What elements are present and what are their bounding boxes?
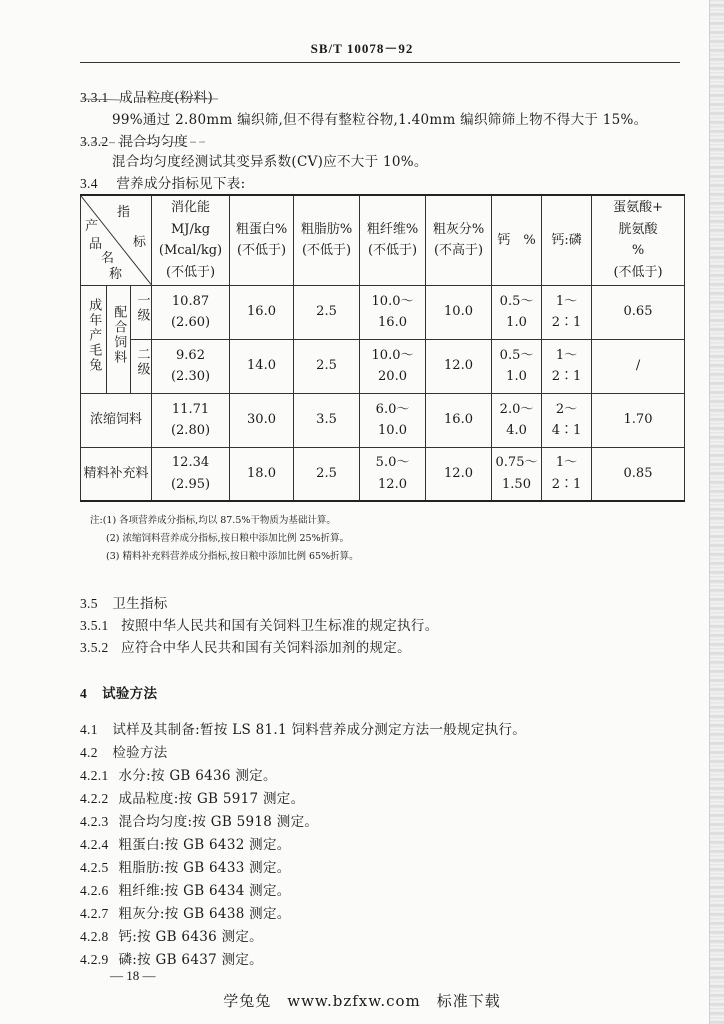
group-inner-label: 配合饲料 bbox=[107, 285, 131, 393]
header-amino: 蛋氨酸+ 胱氨酸 % (不低于) bbox=[592, 195, 685, 285]
fiber-cell: 10.0～ 20.0 bbox=[360, 339, 426, 393]
amino-cell: 0.65 bbox=[592, 285, 685, 339]
ash-cell: 12.0 bbox=[426, 339, 492, 393]
table-row bbox=[81, 393, 685, 447]
ratio-cell: 2～4∶1 bbox=[542, 393, 592, 447]
product-name-cell: 精料补充料 bbox=[81, 447, 152, 501]
corner-label: 品 bbox=[89, 237, 103, 252]
method-item: 4.2.3 混合均匀度:按 GB 5918 测定。 bbox=[80, 814, 319, 830]
ratio-cell: 1～2∶1 bbox=[542, 339, 592, 393]
table-row bbox=[81, 339, 685, 393]
header-protein: 粗蛋白% (不低于) bbox=[230, 195, 294, 285]
section-3-3-2-text: 混合均匀度经测试其变异系数(CV)应不大于 10%。 bbox=[112, 154, 428, 170]
protein-cell: 16.0 bbox=[230, 285, 294, 339]
note-line: (3) 精料补充料营养成分指标,按日粮中添加比例 65%折算。 bbox=[106, 551, 359, 562]
energy-cell: 9.62 (2.30) bbox=[152, 339, 230, 393]
section-title: 检验方法 bbox=[112, 745, 168, 761]
energy-cell: 11.71 (2.80) bbox=[152, 393, 230, 447]
note-line: 注:(1) 各项营养成分指标,均以 87.5%干物质为基础计算。 bbox=[90, 515, 336, 526]
scan-edge bbox=[709, 0, 724, 1024]
section-number: 3.5.1 bbox=[80, 618, 109, 633]
amino-cell: 1.70 bbox=[592, 393, 685, 447]
section-number: 4 bbox=[80, 686, 88, 701]
header-rule bbox=[80, 62, 680, 63]
ash-cell: 10.0 bbox=[426, 285, 492, 339]
section-number: 3.5.2 bbox=[80, 640, 109, 655]
method-item: 4.2.2 成品粒度:按 GB 5917 测定。 bbox=[80, 791, 305, 807]
ratio-cell: 1～2∶1 bbox=[542, 447, 592, 501]
section-number: 4.2 bbox=[80, 745, 98, 760]
fat-cell: 2.5 bbox=[294, 285, 360, 339]
calcium-cell: 2.0～ 4.0 bbox=[492, 393, 542, 447]
grade-cell: 二级 bbox=[131, 339, 152, 393]
section-text: 应符合中华人民共和国有关饲料添加剂的规定。 bbox=[121, 640, 411, 656]
section-3-3-1-text: 99%通过 2.80mm 编织筛,但不得有整粒谷物,1.40mm 编织筛筛上物不得大于 15%。 bbox=[112, 112, 648, 128]
section-4-2-heading bbox=[80, 741, 168, 761]
method-item: 4.2.9 磷:按 GB 6437 测定。 bbox=[80, 952, 263, 968]
fat-cell: 2.5 bbox=[294, 339, 360, 393]
amino-cell: / bbox=[592, 339, 685, 393]
section-title: 成品粒度(粉料) bbox=[119, 90, 214, 106]
footer-watermark: 学兔兔 www.bzfxw.com 标准下载 bbox=[223, 992, 501, 1010]
calcium-cell: 0.75～ 1.50 bbox=[492, 447, 542, 501]
section-number: 3.5 bbox=[80, 596, 98, 611]
document-header: SB/T 10078－92 bbox=[310, 41, 414, 56]
group-outer-label: 成年产毛兔 bbox=[81, 285, 107, 393]
protein-cell: 18.0 bbox=[230, 447, 294, 501]
method-item: 4.2.7 粗灰分:按 GB 6438 测定。 bbox=[80, 906, 291, 922]
protein-cell: 30.0 bbox=[230, 393, 294, 447]
fiber-cell: 6.0～ 10.0 bbox=[360, 393, 426, 447]
calcium-cell: 0.5～ 1.0 bbox=[492, 285, 542, 339]
section-3-4-heading bbox=[80, 172, 245, 192]
table-row bbox=[81, 285, 685, 339]
corner-label: 标 bbox=[133, 235, 147, 250]
corner-label: 称 bbox=[109, 267, 123, 282]
pencil-strike bbox=[80, 94, 220, 104]
header-calcium: 钙 % bbox=[492, 195, 542, 285]
note-line: (2) 浓缩饲料营养成分指标,按日粮中添加比例 25%折算。 bbox=[106, 533, 350, 544]
header-fat: 粗脂肪% (不低于) bbox=[294, 195, 360, 285]
section-3-5-1 bbox=[80, 614, 439, 634]
section-title: 营养成分指标见下表: bbox=[116, 176, 246, 192]
protein-cell: 14.0 bbox=[230, 339, 294, 393]
section-3-5-2 bbox=[80, 636, 411, 656]
section-title: 试验方法 bbox=[102, 686, 158, 702]
product-name-cell: 浓缩饲料 bbox=[81, 393, 152, 447]
calcium-cell: 0.5～ 1.0 bbox=[492, 339, 542, 393]
energy-cell: 12.34 (2.95) bbox=[152, 447, 230, 501]
amino-cell: 0.85 bbox=[592, 447, 685, 501]
method-item: 4.2.6 粗纤维:按 GB 6434 测定。 bbox=[80, 883, 291, 899]
corner-label: 名 bbox=[101, 251, 115, 266]
section-number: 3.3.2 bbox=[80, 134, 109, 149]
header-ash: 粗灰分% (不高于) bbox=[426, 195, 492, 285]
header-ca-p-ratio: 钙:磷 bbox=[542, 195, 592, 285]
section-number: 3.4 bbox=[80, 176, 98, 191]
method-item: 4.2.4 粗蛋白:按 GB 6432 测定。 bbox=[80, 837, 291, 853]
section-title: 卫生指标 bbox=[112, 596, 168, 612]
section-3-5-heading bbox=[80, 592, 168, 612]
table-row bbox=[81, 447, 685, 501]
section-title: 混合均匀度 bbox=[119, 134, 189, 150]
header-energy: 消化能 MJ/kg (Mcal/kg) (不低于) bbox=[152, 195, 230, 285]
section-4-heading bbox=[80, 682, 157, 702]
section-number: 4.1 bbox=[80, 722, 98, 737]
energy-cell: 10.87 (2.60) bbox=[152, 285, 230, 339]
table-notes bbox=[90, 512, 359, 566]
method-item: 4.2.8 钙:按 GB 6436 测定。 bbox=[80, 929, 263, 945]
ash-cell: 12.0 bbox=[426, 447, 492, 501]
table-header-row bbox=[81, 195, 685, 285]
ash-cell: 16.0 bbox=[426, 393, 492, 447]
corner-header-cell bbox=[81, 195, 152, 285]
pencil-strike bbox=[80, 138, 210, 148]
grade-cell: 一级 bbox=[131, 285, 152, 339]
section-4-1 bbox=[80, 718, 526, 738]
fiber-cell: 10.0～ 16.0 bbox=[360, 285, 426, 339]
page-number: — 18 — bbox=[110, 968, 156, 983]
corner-label: 产 bbox=[85, 219, 99, 234]
method-item: 4.2.5 粗脂肪:按 GB 6433 测定。 bbox=[80, 860, 291, 876]
nutrition-table bbox=[80, 194, 685, 502]
corner-label: 指 bbox=[117, 205, 131, 220]
fat-cell: 2.5 bbox=[294, 447, 360, 501]
fiber-cell: 5.0～ 12.0 bbox=[360, 447, 426, 501]
section-number: 3.3.1 bbox=[80, 90, 109, 105]
method-item: 4.2.1 水分:按 GB 6436 测定。 bbox=[80, 768, 277, 784]
section-text: 按照中华人民共和国有关饲料卫生标准的规定执行。 bbox=[121, 618, 439, 634]
section-text: 试样及其制备:暂按 LS 81.1 饲料营养成分测定方法一般规定执行。 bbox=[112, 722, 527, 738]
header-fiber: 粗纤维% (不低于) bbox=[360, 195, 426, 285]
ratio-cell: 1～2∶1 bbox=[542, 285, 592, 339]
fat-cell: 3.5 bbox=[294, 393, 360, 447]
